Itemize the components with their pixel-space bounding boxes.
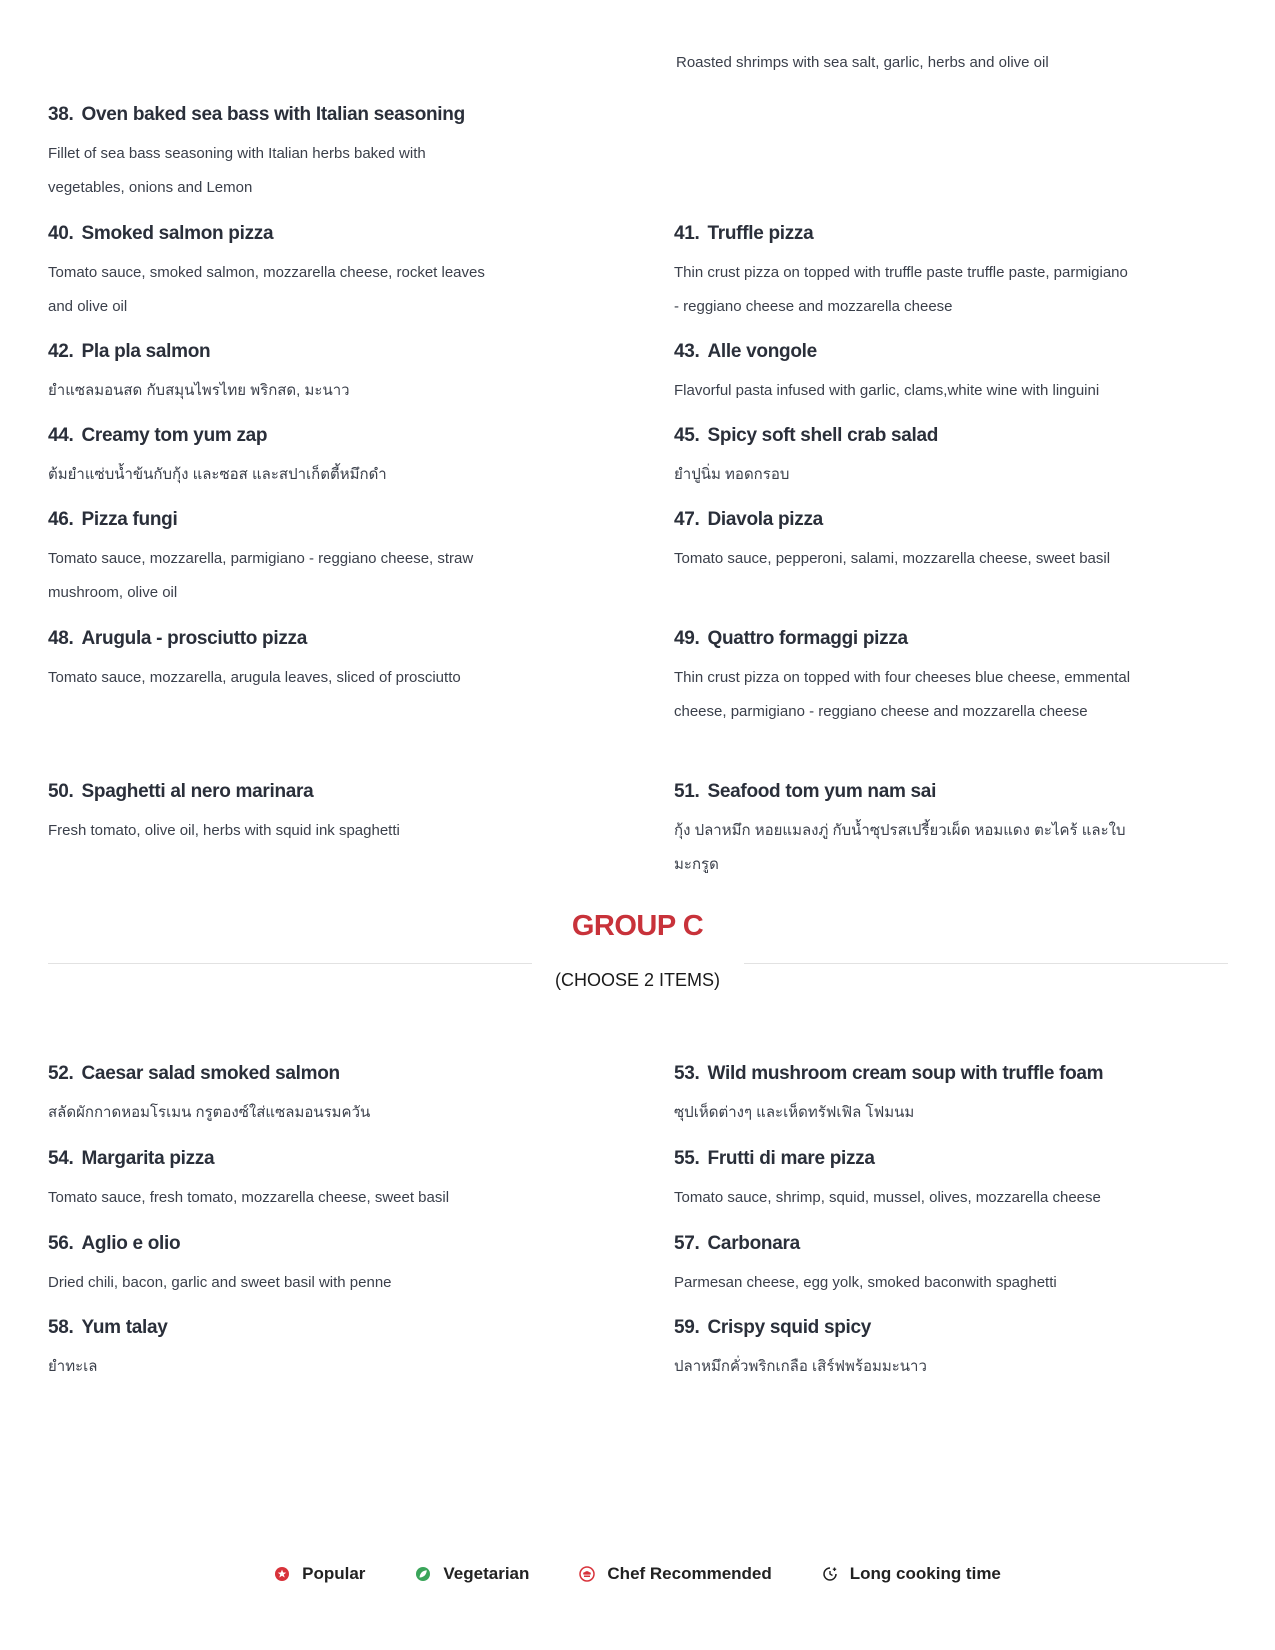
item-description: Flavorful pasta infused with garlic, clams,white wine with linguini: [674, 382, 1100, 399]
item-name: Pla pla salmon: [81, 341, 211, 362]
item-number: 56.: [48, 1233, 74, 1254]
item-number: 38.: [48, 104, 74, 125]
menu-item-51: [674, 780, 1134, 882]
item-name: Truffle pizza: [707, 223, 814, 244]
menu-item-46: [48, 508, 508, 610]
item-number: 50.: [48, 781, 74, 802]
menu-item-47: [674, 508, 1134, 576]
legend-vegetarian: [415, 1564, 529, 1584]
item-number: 48.: [48, 628, 74, 649]
group-title: GROUP C: [571, 910, 704, 942]
item-number: 53.: [674, 1063, 700, 1084]
item-description: ยำทะเล: [48, 1358, 98, 1375]
item-number: 42.: [48, 341, 74, 362]
chef-hat-icon: [579, 1566, 595, 1582]
item-name: Seafood tom yum nam sai: [707, 781, 937, 802]
item-number: 44.: [48, 425, 74, 446]
item-number: 54.: [48, 1148, 74, 1169]
item-description: ซุปเห็ดต่างๆ และเห็ดทรัฟเฟิล โฟมนม: [674, 1104, 915, 1121]
menu-item-57: [674, 1232, 1134, 1300]
item-description: กุ้ง ปลาหมึก หอยแมลงภู่ กับน้ำซุปรสเปรี้ยวเผ็ด หอมแดง ตะไคร้ และใบมะกรูด: [674, 822, 1126, 873]
item-number: 57.: [674, 1233, 700, 1254]
item-description: Tomato sauce, pepperoni, salami, mozzarella cheese, sweet basil: [674, 550, 1111, 567]
item-description: ปลาหมึกคั่วพริกเกลือ เสิร์ฟพร้อมมะนาว: [674, 1358, 927, 1375]
menu-item-53: [674, 1062, 1134, 1130]
divider-left: [48, 963, 532, 964]
legend-label: Vegetarian: [443, 1564, 530, 1583]
menu-item-56: [48, 1232, 508, 1300]
item-number: 40.: [48, 223, 74, 244]
group-subtitle: (CHOOSE 2 ITEMS): [554, 970, 720, 990]
menu-item-38: [48, 103, 468, 205]
menu-item-41: [674, 222, 1134, 324]
menu-item-40: [48, 222, 508, 324]
item-name: Frutti di mare pizza: [707, 1148, 875, 1169]
item-description: Tomato sauce, mozzarella, arugula leaves, sliced of prosciutto: [48, 669, 461, 686]
item-description: Thin crust pizza on topped with four cheeses blue cheese, emmental cheese, parmigiano - reggiano cheese and mozzarella cheese: [674, 669, 1131, 720]
item-number: 58.: [48, 1317, 74, 1338]
divider-right: [744, 963, 1228, 964]
menu-item-48: [48, 627, 508, 695]
legend-label: Long cooking time: [849, 1564, 1001, 1583]
legend-chef-recommended: [579, 1564, 771, 1584]
item-description: สลัดผักกาดหอมโรเมน กรูตองซ์ใส่แซลมอนรมควัน: [48, 1104, 371, 1121]
menu-item-52: [48, 1062, 508, 1130]
item-name: Arugula - prosciutto pizza: [81, 628, 307, 649]
clock-icon: [822, 1566, 838, 1582]
legend: [0, 1564, 1275, 1584]
item-number: 46.: [48, 509, 74, 530]
item-name: Aglio e olio: [81, 1233, 181, 1254]
menu-item-55: [674, 1147, 1134, 1215]
menu-item-49: [674, 627, 1134, 729]
partial-item-desc: Roasted shrimps with sea salt, garlic, herbs and olive oil: [676, 54, 1049, 71]
menu-item-45: [674, 424, 1134, 492]
item-number: 52.: [48, 1063, 74, 1084]
popular-icon: [274, 1566, 290, 1582]
item-name: Carbonara: [707, 1233, 800, 1254]
item-number: 55.: [674, 1148, 700, 1169]
menu-item-58: [48, 1316, 508, 1384]
item-name: Margarita pizza: [81, 1148, 215, 1169]
item-number: 47.: [674, 509, 700, 530]
legend-label: Chef Recommended: [607, 1564, 772, 1583]
item-description: Fillet of sea bass seasoning with Italian herbs baked with vegetables, onions and Lemon: [48, 145, 426, 196]
legend-label: Popular: [302, 1564, 366, 1583]
item-name: Caesar salad smoked salmon: [81, 1063, 340, 1084]
item-description: ยำปูนิ่ม ทอดกรอบ: [674, 466, 790, 483]
item-number: 43.: [674, 341, 700, 362]
item-description: ยำแซลมอนสด กับสมุนไพรไทย พริกสด, มะนาว: [48, 382, 350, 399]
menu-item-50: [48, 780, 508, 848]
item-description: Tomato sauce, smoked salmon, mozzarella cheese, rocket leaves and olive oil: [48, 264, 485, 315]
item-description: Parmesan cheese, egg yolk, smoked baconwith spaghetti: [674, 1274, 1057, 1291]
item-name: Crispy squid spicy: [707, 1317, 872, 1338]
menu-item-42: [48, 340, 508, 408]
item-description: Tomato sauce, shrimp, squid, mussel, olives, mozzarella cheese: [674, 1189, 1101, 1206]
menu-item-44: [48, 424, 508, 492]
item-name: Quattro formaggi pizza: [707, 628, 908, 649]
item-description: ต้มยำแซ่บน้ำข้นกับกุ้ง และซอส และสปาเก็ตตี้หมึกดำ: [48, 466, 387, 483]
item-number: 51.: [674, 781, 700, 802]
item-name: Spicy soft shell crab salad: [707, 425, 939, 446]
item-description: Tomato sauce, fresh tomato, mozzarella cheese, sweet basil: [48, 1189, 450, 1206]
legend-long-cooking: [822, 1564, 1001, 1584]
item-number: 45.: [674, 425, 700, 446]
item-name: Pizza fungi: [81, 509, 178, 530]
item-name: Wild mushroom cream soup with truffle foam: [707, 1063, 1104, 1084]
legend-popular: [274, 1564, 365, 1584]
menu-item-43: [674, 340, 1154, 408]
item-number: 49.: [674, 628, 700, 649]
item-name: Creamy tom yum zap: [81, 425, 268, 446]
item-number: 41.: [674, 223, 700, 244]
menu-item-59: [674, 1316, 1134, 1384]
item-name: Diavola pizza: [707, 509, 823, 530]
item-description: Tomato sauce, mozzarella, parmigiano - reggiano cheese, straw mushroom, olive oil: [48, 550, 474, 601]
vegetarian-icon: [415, 1566, 431, 1582]
item-name: Oven baked sea bass with Italian seasoning: [81, 104, 465, 125]
item-description: Dried chili, bacon, garlic and sweet basil with penne: [48, 1274, 392, 1291]
item-description: Thin crust pizza on topped with truffle paste truffle paste, parmigiano - reggiano cheese and mozzarella cheese: [674, 264, 1128, 315]
item-name: Yum talay: [81, 1317, 168, 1338]
menu-item-54: [48, 1147, 508, 1215]
item-name: Alle vongole: [707, 341, 817, 362]
item-description: Fresh tomato, olive oil, herbs with squid ink spaghetti: [48, 822, 400, 839]
item-name: Smoked salmon pizza: [81, 223, 274, 244]
item-number: 59.: [674, 1317, 700, 1338]
item-name: Spaghetti al nero marinara: [81, 781, 314, 802]
